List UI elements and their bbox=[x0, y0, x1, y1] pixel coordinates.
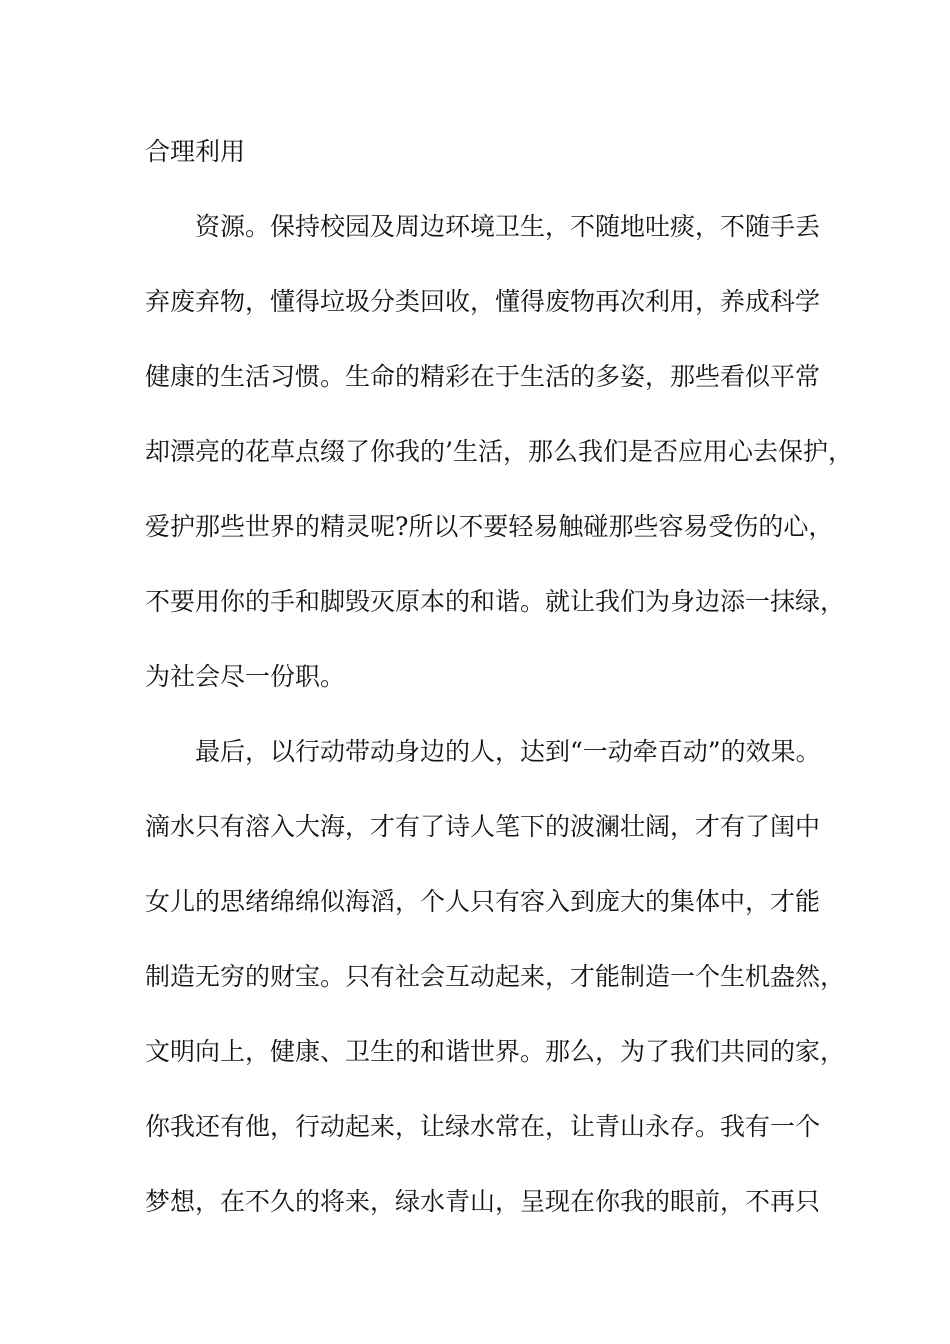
text-line: 最后，以行动带动身边的人，达到“一动牵百动”的效果。 bbox=[195, 737, 821, 766]
text-line: 合理利用 bbox=[145, 137, 246, 166]
text-line: 爱护那些世界的精灵呢?所以不要轻易触碰那些容易受伤的心， bbox=[145, 512, 834, 541]
text-line: 不要用你的手和脚毁灭原本的和谐。就让我们为身边添一抹绿， bbox=[145, 587, 846, 616]
text-line: 制造无穷的财宝。只有社会互动起来，才能制造一个生机盎然， bbox=[145, 962, 846, 991]
text-line: 为社会尽一份职。 bbox=[145, 662, 346, 691]
text-line: 文明向上，健康、卫生的和谐世界。那么，为了我们共同的家， bbox=[145, 1037, 846, 1066]
document-body bbox=[145, 130, 853, 1255]
text-line: 却漂亮的花草点缀了你我的’生活，那么我们是否应用心去保护， bbox=[145, 437, 853, 466]
text-line: 你我还有他，行动起来，让绿水常在，让青山永存。我有一个 bbox=[145, 1112, 821, 1141]
text-line: 女儿的思绪绵绵似海滔，个人只有容入到庞大的集体中，才能 bbox=[145, 887, 821, 916]
text-line: 梦想，在不久的将来，绿水青山，呈现在你我的眼前，不再只 bbox=[145, 1187, 821, 1216]
text-line: 资源。保持校园及周边环境卫生，不随地吐痰，不随手丢 bbox=[195, 212, 821, 241]
text-line: 弃废弃物，懂得垃圾分类回收，懂得废物再次利用，养成科学 bbox=[145, 287, 821, 316]
text-line: 滴水只有溶入大海，才有了诗人笔下的波澜壮阔，才有了闺中 bbox=[145, 812, 821, 841]
text-line: 健康的生活习惯。生命的精彩在于生活的多姿，那些看似平常 bbox=[145, 362, 821, 391]
